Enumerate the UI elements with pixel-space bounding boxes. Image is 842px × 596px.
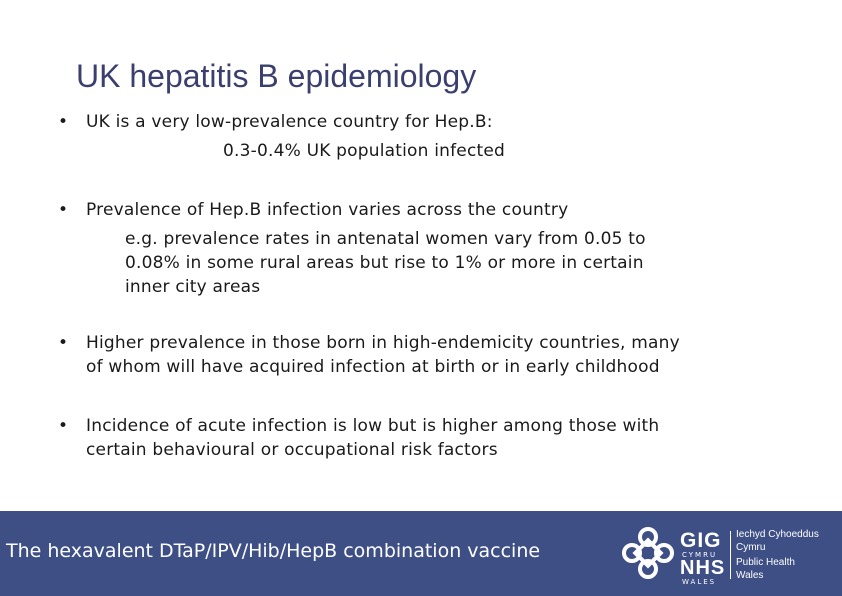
logo-org-line: Iechyd Cyhoeddus <box>736 529 819 540</box>
logo-cymru: CYMRU <box>682 551 718 559</box>
bullet-dot-icon: • <box>58 416 69 436</box>
bullet-subtext: 0.3-0.4% UK population infected <box>223 141 506 161</box>
footer-banner <box>0 511 842 596</box>
bullet-text: UK is a very low-prevalence country for Hep.B: <box>86 112 493 132</box>
bullet-text: Incidence of acute infection is low but is higher among those with <box>86 416 660 436</box>
celtic-knot-icon <box>620 525 676 581</box>
footer-caption: The hexavalent DTaP/IPV/Hib/HepB combination vaccine <box>6 540 541 562</box>
logo-wales: WALES <box>682 578 717 586</box>
page-title: UK hepatitis B epidemiology <box>76 58 477 94</box>
bullet-dot-icon: • <box>58 112 69 132</box>
bullet-subtext: 0.08% in some rural areas but rise to 1% or more in certain <box>125 253 644 273</box>
bullet-text: of whom will have acquired infection at birth or in early childhood <box>86 357 660 377</box>
logo-gig: GIG <box>680 529 722 552</box>
bullet-subtext: e.g. prevalence rates in antenatal women vary from 0.05 to <box>125 229 646 249</box>
bullet-text: Prevalence of Hep.B infection varies across the country <box>86 200 569 220</box>
logo-org-line: Wales <box>736 570 764 581</box>
logo-org-line: Cymru <box>736 542 766 553</box>
bullet-text: Higher prevalence in those born in high-endemicity countries, many <box>86 333 680 353</box>
logo-nhs: NHS <box>680 557 726 579</box>
bullet-dot-icon: • <box>58 333 69 353</box>
bullet-subtext: inner city areas <box>125 277 261 297</box>
public-health-wales-logo <box>620 523 830 585</box>
bullet-dot-icon: • <box>58 200 69 220</box>
bullet-text: certain behavioural or occupational risk factors <box>86 440 498 460</box>
logo-divider <box>730 531 731 579</box>
logo-org-line: Public Health <box>736 557 795 568</box>
